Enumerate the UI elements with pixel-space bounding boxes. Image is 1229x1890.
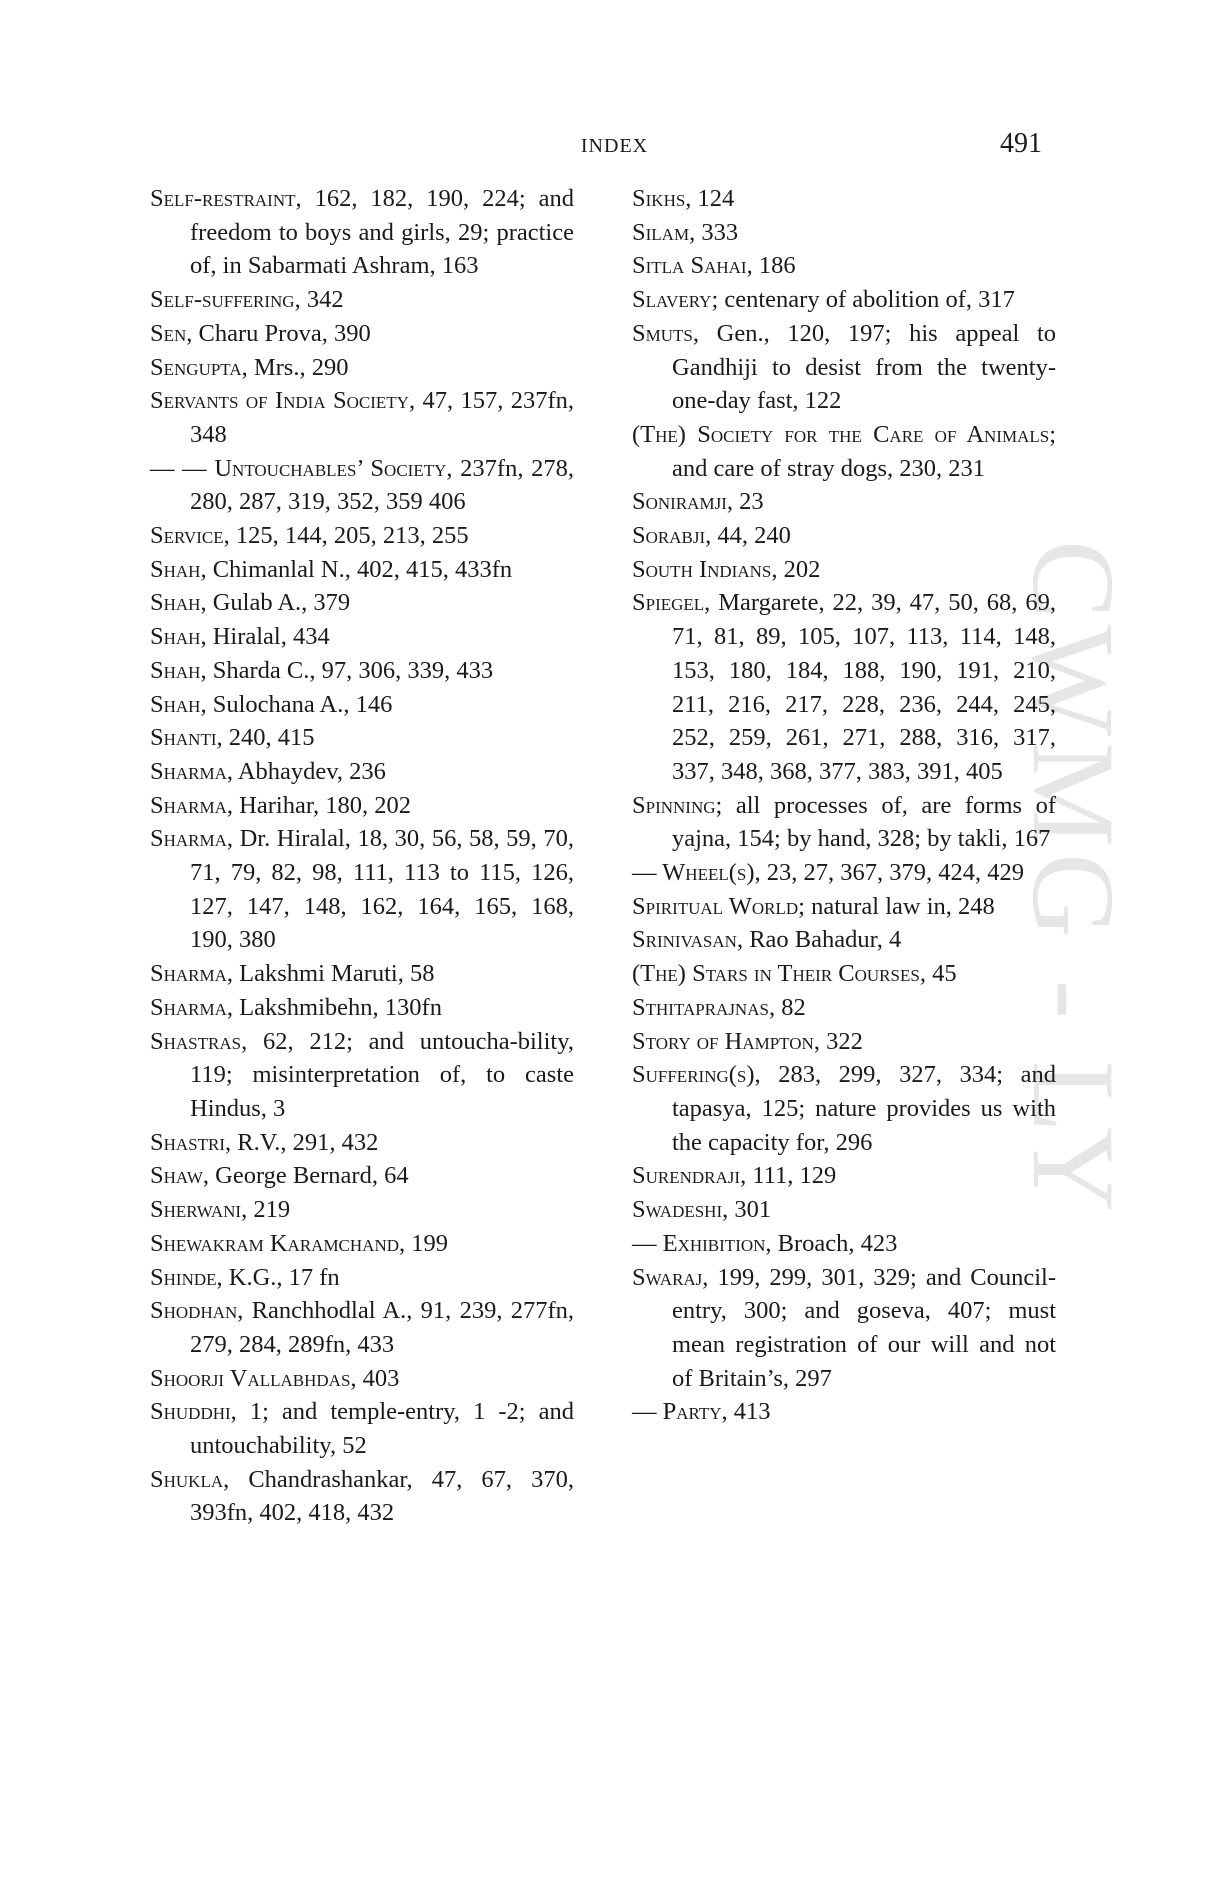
entry-references: , 322 <box>813 1027 863 1055</box>
entry-heading: Sitla Sahai <box>632 252 747 280</box>
entry-references: , 124 <box>685 185 735 212</box>
entry-heading: Shukla <box>150 1465 224 1493</box>
index-entry <box>150 553 574 587</box>
entry-heading: Sharma <box>150 791 227 819</box>
entry-heading: Surendraji <box>632 1162 741 1190</box>
entry-references: , 47, 157, 237fn, 348 <box>190 387 574 448</box>
entry-references: , 202 <box>771 555 821 583</box>
index-entry <box>150 283 574 317</box>
entry-references: , 219 <box>241 1196 291 1224</box>
index-entry <box>150 620 574 654</box>
entry-heading: Slavery <box>632 286 712 314</box>
index-entry <box>632 519 1056 553</box>
index-entry <box>150 351 574 385</box>
entry-heading: Sikhs <box>632 185 686 212</box>
entry-heading: — — Untouchables’ Society <box>150 454 447 482</box>
entry-references: , 125, 144, 205, 213, 255 <box>223 522 469 550</box>
entry-references: , George Bernard, 64 <box>202 1162 409 1190</box>
entry-heading: (The) Stars in Their Courses <box>632 960 920 988</box>
entry-heading: Story of Hampton <box>632 1027 814 1055</box>
watermark: CWMG - LY <box>1008 540 1139 1218</box>
entry-references: , 333 <box>689 218 739 246</box>
index-entry <box>632 1025 1056 1059</box>
entry-references: ; natural law in, 248 <box>798 892 995 920</box>
index-entry <box>150 789 574 823</box>
entry-heading: Shodhan <box>150 1297 238 1325</box>
entry-heading: Sharma <box>150 993 227 1021</box>
entry-references: , 237fn, 278, 280, 287, 319, 352, 359 406 <box>190 454 574 516</box>
index-entry <box>632 1261 1056 1396</box>
index-entry <box>632 182 1056 216</box>
entry-references: , 111, 129 <box>740 1162 837 1190</box>
entry-heading: Shanti <box>150 724 217 752</box>
entry-references: ; all processes of, are forms of yajna, 154; by hand, 328; by takli, 167 <box>672 791 1056 853</box>
index-entry <box>632 418 1056 485</box>
entry-references: , Hiralal, 434 <box>200 623 330 651</box>
index-entry <box>150 1463 574 1530</box>
index-entry <box>150 1294 574 1361</box>
index-column-right <box>632 182 1056 1429</box>
entry-heading: Sherwani <box>150 1196 242 1224</box>
entry-references: , Sulochana A., 146 <box>200 690 393 718</box>
entry-heading: Shewakram Karamchand <box>150 1229 400 1257</box>
entry-heading: Suffering(s) <box>632 1061 755 1089</box>
index-entry <box>632 485 1056 519</box>
entry-references: , Lakshmibehn, 130fn <box>226 993 442 1021</box>
entry-heading: Shah <box>150 690 201 718</box>
entry-references: , 82 <box>768 993 806 1021</box>
index-entry <box>150 1227 574 1261</box>
entry-references: , 162, 182, 190, 224; and freedom to boys and girls, 29; practice of, in Sabarmati Ashram, 163 <box>190 185 574 280</box>
entry-heading: — Wheel(s) <box>632 859 755 887</box>
entry-heading: Shuddhi <box>150 1398 231 1426</box>
index-entry <box>150 1395 574 1462</box>
index-entry <box>150 586 574 620</box>
entry-references: , Broach, 423 <box>765 1229 898 1257</box>
entry-references: , R.V., 291, 432 <box>225 1128 379 1156</box>
entry-references: , Gulab A., 379 <box>200 589 351 617</box>
entry-references: , K.G., 17 fn <box>216 1263 340 1291</box>
index-entry <box>150 822 574 957</box>
entry-references: ; centenary of abolition of, 317 <box>711 286 1015 314</box>
entry-heading: Self-suffering <box>150 286 295 314</box>
entry-heading: Sengupta <box>150 353 242 381</box>
entry-references: , 199, 299, 301, 329; and Council-entry, 300; and goseva, 407; must mean registration of our will and not of Britain’s, 297 <box>672 1263 1056 1392</box>
entry-heading: — Party <box>632 1398 722 1426</box>
entry-heading: Soniramji <box>632 488 727 516</box>
entry-heading: Shastras <box>150 1027 242 1055</box>
index-entry <box>632 1395 1056 1429</box>
entry-references: , 283, 299, 327, 334; and tapasya, 125; nature provides us with the capacity for, 296 <box>672 1061 1056 1156</box>
index-entry <box>632 789 1056 856</box>
entry-references: , 413 <box>721 1398 771 1426</box>
index-entry <box>632 317 1056 418</box>
index-entry <box>150 1261 574 1295</box>
entry-heading: Swaraj <box>632 1263 703 1291</box>
index-column-left <box>150 182 574 1530</box>
index-entry <box>632 553 1056 587</box>
entry-references: , 62, 212; and untoucha-bility, 119; misinterpretation of, to caste Hindus, 3 <box>190 1027 574 1122</box>
entry-heading: Spiritual World <box>632 892 799 920</box>
entry-references: , 23 <box>726 488 764 516</box>
entry-heading: Swadeshi <box>632 1196 723 1224</box>
index-entry <box>632 991 1056 1025</box>
entry-heading: Sthitaprajnas <box>632 993 769 1021</box>
entry-references: , 199 <box>399 1229 449 1257</box>
index-entry <box>150 1025 574 1126</box>
entry-heading: Shah <box>150 589 201 617</box>
index-entry <box>150 721 574 755</box>
entry-heading: Smuts <box>632 319 693 347</box>
index-entry <box>150 1126 574 1160</box>
index-entry <box>150 1159 574 1193</box>
entry-heading: Silam <box>632 218 690 246</box>
entry-heading: Shastri <box>150 1128 226 1156</box>
entry-references: , Dr. Hiralal, 18, 30, 56, 58, 59, 70, 71, 79, 82, 98, 111, 113 to 115, 126, 127, 147, 148, 162, 164, 165, 168, 190, 380 <box>190 825 574 954</box>
entry-heading: Shinde <box>150 1263 217 1291</box>
index-entry <box>150 182 574 283</box>
index-entry <box>150 688 574 722</box>
index-entry <box>632 283 1056 317</box>
entry-references: , Chimanlal N., 402, 415, 433fn <box>200 555 513 583</box>
entry-references: , Margarete, 22, 39, 47, 50, 68, 69, 71, 81, 89, 105, 107, 113, 114, 148, 153, 180, 184, 188, 190, 191, 210, 211, 216, 217, 228, 236, 244, 245, 252, 259, 261, 271, 288, 316, 317, 337, 348, 368, 377, 383, 391, 405 <box>672 589 1056 785</box>
index-entry <box>632 1058 1056 1159</box>
entry-heading: Service <box>150 522 224 550</box>
entry-heading: Servants of India Society <box>150 387 409 415</box>
index-entry <box>150 654 574 688</box>
index-entry <box>150 1193 574 1227</box>
index-entry <box>632 586 1056 788</box>
page-number: 491 <box>1000 128 1042 159</box>
entry-references: , Charu Prova, 390 <box>186 319 371 347</box>
entry-references: , 45 <box>919 960 957 988</box>
entry-heading: South Indians <box>632 555 772 583</box>
entry-references: , Gen., 120, 197; his appeal to Gandhiji to desist from the twenty-one-day fast, 122 <box>672 319 1056 415</box>
entry-heading: Self-restraint <box>150 185 296 212</box>
entry-heading: Shaw <box>150 1162 203 1190</box>
index-entry <box>632 249 1056 283</box>
entry-references: , Chandrashankar, 47, 67, 370, 393fn, 402, 418, 432 <box>190 1465 574 1527</box>
entry-heading: Srinivasan <box>632 926 737 954</box>
index-entry <box>150 957 574 991</box>
index-entry <box>150 755 574 789</box>
index-entry <box>150 317 574 351</box>
entry-references: , Abhaydev, 236 <box>226 757 386 785</box>
entry-heading: Shah <box>150 555 201 583</box>
page-title: INDEX <box>580 135 649 157</box>
entry-heading: Spinning <box>632 791 716 819</box>
entry-heading: Spiegel <box>632 589 705 617</box>
entry-references: , Ranchhodlal A., 91, 239, 277fn, 279, 284, 289fn, 433 <box>190 1297 574 1358</box>
index-entry <box>150 1362 574 1396</box>
entry-heading: Shoorji Vallabhdas <box>150 1364 351 1392</box>
entry-heading: Shah <box>150 623 201 651</box>
entry-heading: Sharma <box>150 825 227 853</box>
entry-references: , Harihar, 180, 202 <box>226 791 412 819</box>
entry-references: , 301 <box>722 1196 772 1224</box>
entry-references: , Lakshmi Maruti, 58 <box>226 960 435 988</box>
entry-heading: Sharma <box>150 757 227 785</box>
index-entry <box>150 991 574 1025</box>
entry-references: , 44, 240 <box>705 522 791 550</box>
index-entry <box>632 1193 1056 1227</box>
entry-references: , 1; and temple-entry, 1 -2; and untouchability, 52 <box>190 1398 574 1460</box>
index-entry <box>632 957 1056 991</box>
entry-heading: — Exhibition <box>632 1229 766 1257</box>
entry-heading: (The) Society for the Care of Animals <box>632 420 1050 448</box>
entry-references: , 23, 27, 367, 379, 424, 429 <box>754 859 1025 887</box>
index-entry <box>150 519 574 553</box>
index-entry <box>632 216 1056 250</box>
index-entry <box>632 890 1056 924</box>
entry-references: , Sharda C., 97, 306, 339, 433 <box>200 656 494 684</box>
index-entry <box>632 1227 1056 1261</box>
entry-references: , 240, 415 <box>216 724 315 752</box>
entry-heading: Sorabji <box>632 522 706 550</box>
entry-heading: Sharma <box>150 960 227 988</box>
entry-references: , 186 <box>746 252 796 280</box>
entry-heading: Shah <box>150 656 201 684</box>
entry-references: , 403 <box>350 1364 400 1392</box>
entry-heading: Sen <box>150 319 187 347</box>
index-entry <box>150 384 574 451</box>
index-entry <box>632 856 1056 890</box>
entry-references: ; and care of stray dogs, 230, 231 <box>672 420 1056 482</box>
index-entry <box>632 923 1056 957</box>
entry-references: , Rao Bahadur, 4 <box>736 926 902 954</box>
index-entry <box>150 452 574 519</box>
index-entry <box>632 1159 1056 1193</box>
entry-references: , Mrs., 290 <box>241 353 349 381</box>
entry-references: , 342 <box>294 286 344 314</box>
